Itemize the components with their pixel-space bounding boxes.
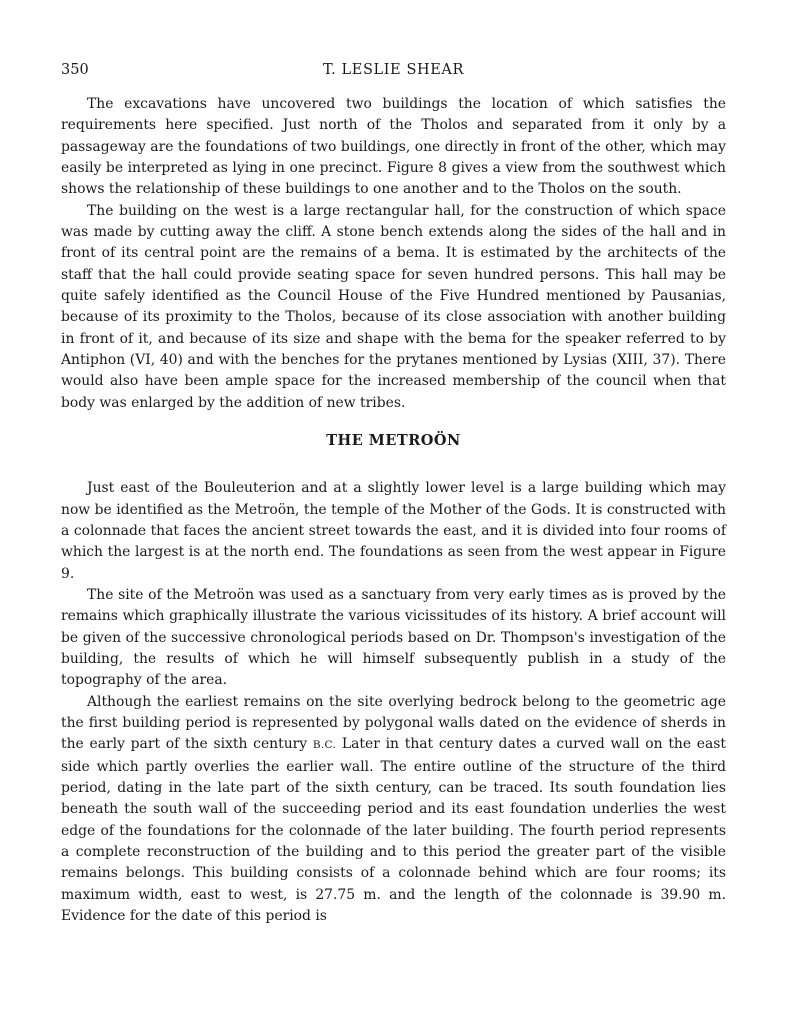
section-heading: THE METROÖN	[326, 432, 461, 450]
era-abbreviation: B.C.	[312, 739, 337, 752]
paragraph-excavations: The excavations have uncovered two buildings the location of which satisfies the requirements here specified. Just north of the Tholos and separated from it only by a passageway are the foundations of two buildings, one directly in front of the other, which may easily be interpreted as lying in one precinct. Figure 8 gives a view from the southwest which shows the relationship of these buildings to one another and to the Tholos on the south.	[61, 96, 726, 198]
paragraph-council-house: The building on the west is a large rectangular hall, for the construction of which space was made by cutting away the cliff. A stone bench extends along the sides of the hall and in front of its central point are the remains of a bema. It is estimated by the architects of the staff that the hall could provide seating space for seven hundred persons. This hall may be quite safely identified as the Council House of the Five Hundred mentioned by Pausanias, because of its proximity to the Tholos, because of its close association with another building in front of it, and because of its size and shape with the bema for the speaker referred to by Antiphon (VI, 40) and with the benches for the prytanes mentioned by Lysias (XIII, 37). There would also have been ample space for the increased membership of the council when that body was enlarged by the addition of new tribes.	[61, 202, 726, 411]
running-title: T. LESLIE SHEAR	[322, 62, 464, 78]
running-head	[61, 58, 726, 82]
page-number: 350	[61, 62, 89, 78]
paragraph-site-history: The site of the Metroön was used as a sanctuary from very early times as is proved by the remains which graphically illustrate the various vicissitudes of its history. A brief account will be given of the successive chronological periods based on Dr. Thompson's investigation of the building, the results of which he will himself subsequently publish in a study of the topography of the area.	[61, 586, 726, 689]
paragraph-building-periods	[61, 692, 726, 928]
paragraph-metroon-identification: Just east of the Bouleuterion and at a slightly lower level is a large building which may now be identified as the Metroön, the temple of the Mother of the Gods. It is constructed with a colonnade that faces the ancient street towards the east, and it is divided into four rooms of which the largest is at the north end. The foundations as seen from the west appear in Figure 9.	[61, 480, 726, 582]
paragraph-building-periods-part2: Later in that century dates a curved wall on the east side which partly overlies the earlier wall. The entire outline of the structure of the third period, dating in the late part of the sixth century, can be traced. Its south foundation lies beneath the south wall of the succeeding period and its east foundation underlies the west edge of the foundations for the colonnade of the later building. The fourth period represents a complete reconstruction of the building and to this period the greater part of the visible remains belongs. This building consists of a colonnade behind which are four rooms; its maximum width, east to west, is 27.75 m. and the length of the colonnade is 39.90 m. Evidence for the date of this period is	[61, 736, 727, 925]
page	[61, 58, 726, 927]
paragraph-building-periods-part1: Although the earliest remains on the site overlying bedrock belong to the geometric age the first building period is represented by polygonal walls dated on the evidence of sherds in the early part of the sixth century	[61, 693, 726, 753]
